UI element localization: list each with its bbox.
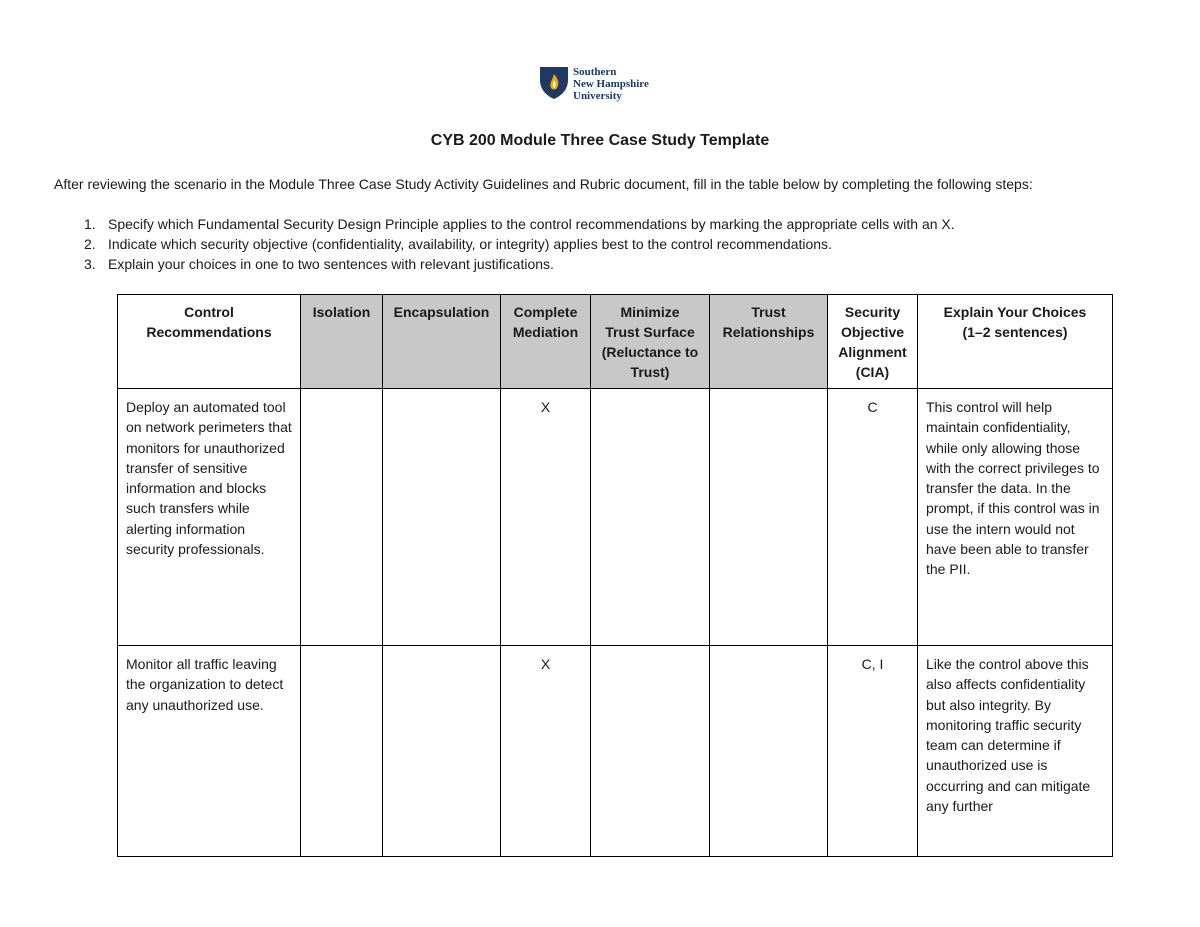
shield-flame-icon	[539, 66, 569, 100]
header-control-recommendations: Control Recommendations	[118, 295, 301, 389]
table-row	[118, 389, 1113, 646]
step-item	[84, 214, 955, 234]
cell-complete-mediation: X	[501, 646, 591, 857]
cell-trust-relationships	[710, 646, 828, 857]
table-header-row	[118, 295, 1113, 389]
step-number: 2.	[84, 236, 96, 252]
header-security-objective: Security Objective Alignment (CIA)	[828, 295, 918, 389]
logo-line-1: Southern	[573, 66, 617, 78]
case-study-table	[117, 294, 1113, 857]
header-complete-mediation: Complete Mediation	[501, 295, 591, 389]
cell-trust-relationships	[710, 389, 828, 646]
cell-explain: This control will help maintain confidentiality, while only allowing those with the correct privileges to transfer the data. In the prompt, if this control was in use the intern would not have been able to transfer the PII.	[918, 389, 1113, 646]
header-isolation: Isolation	[301, 295, 383, 389]
cell-isolation	[301, 646, 383, 857]
university-logo	[539, 66, 649, 102]
logo-line-2: New Hampshire	[573, 78, 649, 90]
header-trust-relationships: Trust Relationships	[710, 295, 828, 389]
step-number: 3.	[84, 256, 96, 272]
university-name	[573, 66, 649, 102]
header-minimize-trust-surface: Minimize Trust Surface (Reluctance to Trust)	[591, 295, 710, 389]
cell-explain: Like the control above this also affects confidentiality but also integrity. By monitoring traffic security team can determine if unauthorized use is occurring and can mitigate any further	[918, 646, 1113, 857]
cell-control: Monitor all traffic leaving the organization to detect any unauthorized use.	[118, 646, 301, 857]
cell-control: Deploy an automated tool on network perimeters that monitors for unauthorized transfer of sensitive information and blocks such transfers while alerting information security professionals.	[118, 389, 301, 646]
cell-encapsulation	[383, 389, 501, 646]
step-text: Explain your choices in one to two sentences with relevant justifications.	[108, 256, 554, 272]
step-item	[84, 254, 955, 274]
cell-minimize-trust-surface	[591, 389, 710, 646]
cell-cia: C	[828, 389, 918, 646]
header-encapsulation: Encapsulation	[383, 295, 501, 389]
page-title: CYB 200 Module Three Case Study Template	[430, 132, 770, 149]
table-row	[118, 646, 1113, 857]
logo-line-3: University	[573, 90, 622, 102]
steps-list	[84, 214, 955, 274]
cell-cia: C, I	[828, 646, 918, 857]
cell-isolation	[301, 389, 383, 646]
cell-encapsulation	[383, 646, 501, 857]
cell-minimize-trust-surface	[591, 646, 710, 857]
step-item	[84, 234, 955, 254]
cell-complete-mediation: X	[501, 389, 591, 646]
step-text: Specify which Fundamental Security Design Principle applies to the control recommendations by marking the appropriate cells with an X.	[108, 216, 955, 232]
header-explain-choices: Explain Your Choices (1–2 sentences)	[918, 295, 1113, 389]
intro-text: After reviewing the scenario in the Module Three Case Study Activity Guidelines and Rubric document, fill in the table below by completing the following steps:	[54, 176, 1033, 192]
step-text: Indicate which security objective (confidentiality, availability, or integrity) applies best to the control recommendations.	[108, 236, 832, 252]
step-number: 1.	[84, 216, 96, 232]
